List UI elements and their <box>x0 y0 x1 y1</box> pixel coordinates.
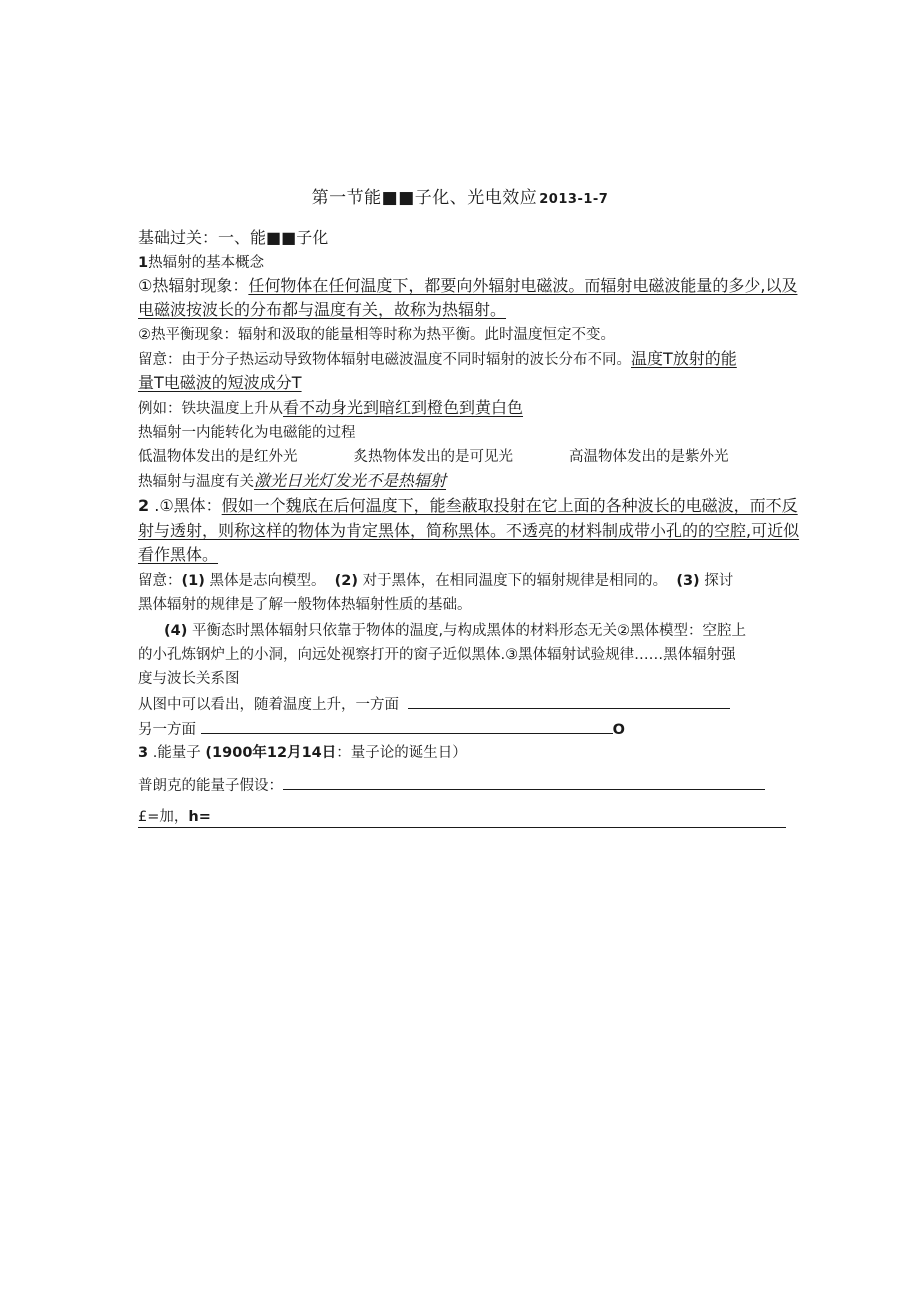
date-text: (1900年12月14日 <box>205 745 337 761</box>
line-text: 黑体是志向模型。 <box>204 573 326 589</box>
fill-in-line <box>138 692 788 716</box>
line-text: 高温物体发出的是紫外光 <box>569 449 729 465</box>
underlined-italic-text: 激光日光灯发光不是热辐射 <box>254 471 447 490</box>
formula-text: £=加， <box>138 809 189 825</box>
fill-in-line <box>138 717 788 741</box>
answer-rule[interactable] <box>138 827 786 828</box>
paragraph-line <box>138 570 788 592</box>
title-text: 第一节能■■子化、光电效应 <box>311 188 538 208</box>
underlined-text: 量T电磁波的短波成分T <box>138 373 302 392</box>
paragraph-line <box>138 470 788 493</box>
paragraph-line <box>138 446 788 468</box>
underlined-text: 射与透射，则称这样的物体为肯定黑体，简称黑体。不透亮的材料制成带小孔的的空腔,可近似 <box>138 521 800 540</box>
paragraph-line <box>138 372 788 394</box>
answer-blank[interactable] <box>408 692 730 709</box>
formula-text: h= <box>188 809 211 825</box>
line-text: ：量子论的诞生日） <box>336 745 467 761</box>
item-number: 1 <box>138 255 149 271</box>
paragraph-line: 黑体辐射的规律是了解一般物体热辐射性质的基础。 <box>138 597 472 613</box>
paragraph-line <box>138 544 788 566</box>
underlined-text: 假如一个魏底在后何温度下，能叁蔽取投射在它上面的各种波长的电磁波，而不反 <box>221 496 798 515</box>
line-text: 热辐射与温度有关 <box>138 474 254 490</box>
section-heading: 基础过关：一、能■■子化 <box>138 228 329 247</box>
paragraph-line <box>138 397 788 420</box>
line-text: 留意： <box>138 573 182 589</box>
paragraph-line: 度与波长关系图 <box>138 671 240 687</box>
line-text: 探讨 <box>699 573 734 589</box>
answer-blank[interactable] <box>201 717 613 734</box>
title-date: 2013-1-7 <box>539 192 609 207</box>
line-text: 炙热物体发出的是可见光 <box>353 449 513 465</box>
page-title <box>0 186 920 212</box>
line-text: 另一方面 <box>138 722 196 738</box>
paragraph-line: ②热平衡现象：辐射和汲取的能量相等时称为热平衡。此时温度恒定不变。 <box>138 327 615 343</box>
item-number: 3 <box>138 745 149 761</box>
paragraph-line: 热辐射一内能转化为电磁能的过程 <box>138 425 356 441</box>
underlined-text: 任何物体在任何温度下，都要向外辐射电磁波。而辐射电磁波能量的多少,以及 <box>248 276 798 295</box>
line-text: 平衡态时黑体辐射只依靠于物体的温度,与构成黑体的材料形态无关②黑体模型：空腔上 <box>187 623 747 639</box>
line-text: 普朗克的能量子假设： <box>138 778 283 794</box>
paragraph-line <box>138 742 788 764</box>
line-text: 对于黑体，在相同温度下的辐射规律是相同的。 <box>358 573 668 589</box>
line-text: .能量子 <box>148 745 201 761</box>
formula-line <box>138 806 788 828</box>
paragraph-line <box>164 620 788 642</box>
underlined-text: 看作黑体。 <box>138 545 219 564</box>
line-text: 低温物体发出的是红外光 <box>138 449 298 465</box>
paragraph-line: 的小孔炼钢炉上的小洞，向远处视察打开的窗子近似黑体.③黑体辐射试验规律……黑体辐射强 <box>138 647 736 663</box>
paragraph-line <box>138 520 800 542</box>
line-prefix: ①热辐射现象： <box>138 276 249 295</box>
line-text: 例如：铁块温度上升从 <box>138 401 283 417</box>
paragraph-line <box>138 348 788 371</box>
fill-in-line <box>138 773 788 797</box>
paragraph-line <box>138 275 798 297</box>
subheading-text: 热辐射的基本概念 <box>148 255 265 271</box>
item-number: (1) <box>181 573 205 589</box>
line-text: 从图中可以看出，随着温度上升，一方面 <box>138 697 399 713</box>
underlined-text: 温度T放射的能 <box>631 349 737 368</box>
underlined-text: 电磁波按波长的分布都与温度有关，故称为热辐射。 <box>138 300 507 319</box>
line-end-mark: O <box>612 722 625 738</box>
subheading-thermal-radiation <box>138 252 788 274</box>
item-number: (3) <box>676 573 700 589</box>
paragraph-line <box>138 495 798 517</box>
line-text: 留意：由于分子热运动导致物体辐射电磁波温度不同时辐射的波长分布不同。 <box>138 352 631 368</box>
paragraph-line <box>138 299 788 321</box>
answer-blank[interactable] <box>283 773 765 790</box>
item-number: 2 <box>138 496 150 515</box>
underlined-text: 看不动身光到暗红到橙色到黄白色 <box>283 398 524 417</box>
item-number: (2) <box>334 573 359 589</box>
line-text: .①黑体： <box>149 496 222 515</box>
item-number: (4) <box>164 623 188 639</box>
